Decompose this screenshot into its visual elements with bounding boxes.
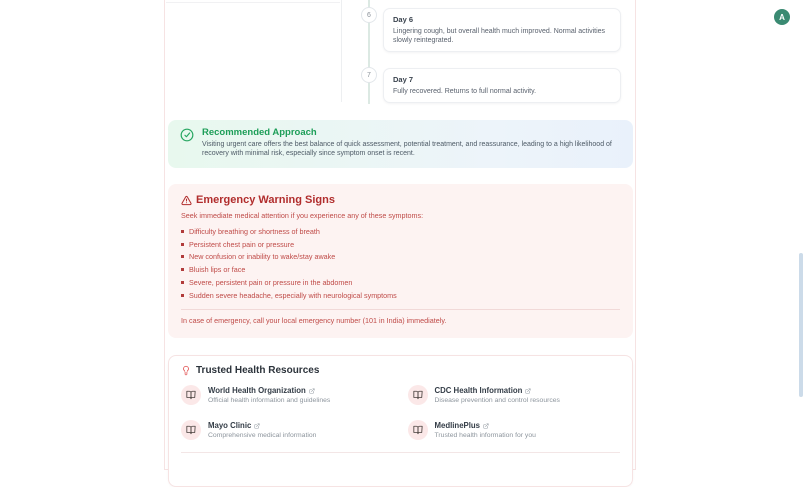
resource-text: [435, 420, 536, 439]
resource-link-mayo-clinic[interactable]: [181, 420, 394, 440]
recommended-approach-card: [168, 120, 633, 168]
external-link-icon: [254, 423, 260, 429]
bullet-marker: [181, 294, 184, 297]
symptom-item: [181, 276, 620, 289]
resource-text: [435, 385, 560, 404]
resource-link-who[interactable]: [181, 385, 394, 405]
symptom-item: [181, 225, 620, 238]
day-title: Day 6: [393, 15, 414, 24]
resources-grid: [181, 385, 620, 440]
resource-name: MedlinePlus: [434, 421, 480, 430]
health-response-card: [164, 0, 636, 470]
open-book-icon: [181, 420, 201, 440]
resource-subtitle: Trusted health information for you: [434, 432, 536, 439]
resources-title: Trusted Health Resources: [196, 365, 320, 376]
resource-name-row: [435, 421, 536, 430]
day-description: Lingering cough, but overall health much improved. Normal activities slowly reintegrated.: [393, 27, 606, 44]
bullet-marker: [181, 243, 184, 246]
open-book-icon: [408, 385, 428, 405]
resource-name-row: [435, 386, 560, 395]
recommended-approach-content: [202, 127, 621, 159]
open-book-icon: [181, 385, 201, 405]
resource-subtitle: Official health information and guidelines: [208, 397, 331, 404]
resource-text: [208, 420, 316, 439]
emergency-footer: In case of emergency, call your local emergency number (101 in India) immediately.: [181, 315, 447, 325]
emergency-title-row: [181, 194, 620, 206]
symptom-item: [181, 238, 620, 251]
resource-text: [208, 385, 330, 404]
symptom-text: Severe, persistent pain or pressure in the abdomen: [189, 278, 353, 288]
timeline-day-card: [383, 8, 621, 52]
external-link-icon: [483, 423, 489, 429]
warning-triangle-icon: [181, 195, 192, 206]
emergency-warning-card: [168, 184, 633, 338]
bullet-marker: [181, 281, 184, 284]
resource-link-cdc[interactable]: [408, 385, 621, 405]
recovery-timeline: [165, 0, 635, 114]
lightbulb-icon: [181, 365, 191, 376]
scrollbar[interactable]: [799, 253, 803, 397]
resource-link-medlineplus[interactable]: [408, 420, 621, 440]
day-title: Day 7: [393, 75, 414, 84]
divider: [181, 452, 620, 453]
external-link-icon: [525, 388, 531, 394]
recommended-approach-body: Visiting urgent care offers the best balance of quick assessment, potential treatment, and reassurance, leading to a high likelihood of recovery with minimal risk, especially since symptom onset is recent.: [202, 141, 612, 158]
bullet-marker: [181, 255, 184, 258]
symptom-item: [181, 289, 620, 302]
symptom-text: Persistent chest pain or pressure: [189, 239, 295, 249]
emergency-intro: Seek immediate medical attention if you experience any of these symptoms:: [181, 211, 424, 220]
column-divider: [341, 0, 342, 102]
external-link-icon: [309, 388, 315, 394]
avatar-initial: A: [779, 12, 785, 22]
resource-name: CDC Health Information: [434, 386, 523, 395]
symptom-text: New confusion or inability to wake/stay awake: [189, 252, 336, 262]
resource-name: Mayo Clinic: [208, 421, 252, 430]
resource-name: World Health Organization: [208, 386, 306, 395]
bullet-marker: [181, 230, 184, 233]
divider: [181, 309, 620, 310]
symptom-text: Bluish lips or face: [189, 265, 246, 275]
trusted-resources-card: [168, 355, 633, 487]
check-circle-icon: [180, 128, 194, 142]
resource-name-row: [208, 386, 330, 395]
resources-title-row: [181, 365, 620, 376]
symptom-text: Difficulty breathing or shortness of breath: [189, 226, 320, 236]
timeline-step-number: 7: [367, 71, 371, 79]
symptom-item: [181, 251, 620, 264]
resource-name-row: [208, 421, 316, 430]
timeline-day-card: [383, 68, 621, 103]
open-book-icon: [408, 420, 428, 440]
day-description: Fully recovered. Returns to full normal activity.: [393, 87, 537, 95]
symptom-item: [181, 263, 620, 276]
emergency-symptom-list: [181, 225, 620, 302]
timeline-step-marker: [361, 7, 377, 23]
resource-subtitle: Disease prevention and control resources: [434, 397, 560, 404]
timeline-step-number: 6: [367, 11, 371, 19]
bullet-marker: [181, 268, 184, 271]
timeline-step-marker: [361, 67, 377, 83]
avatar[interactable]: [774, 9, 790, 25]
symptom-text: Sudden severe headache, especially with neurological symptoms: [189, 290, 397, 300]
emergency-title: Emergency Warning Signs: [196, 194, 335, 206]
resource-subtitle: Comprehensive medical information: [208, 432, 317, 439]
recommended-approach-title: Recommended Approach: [202, 127, 317, 138]
